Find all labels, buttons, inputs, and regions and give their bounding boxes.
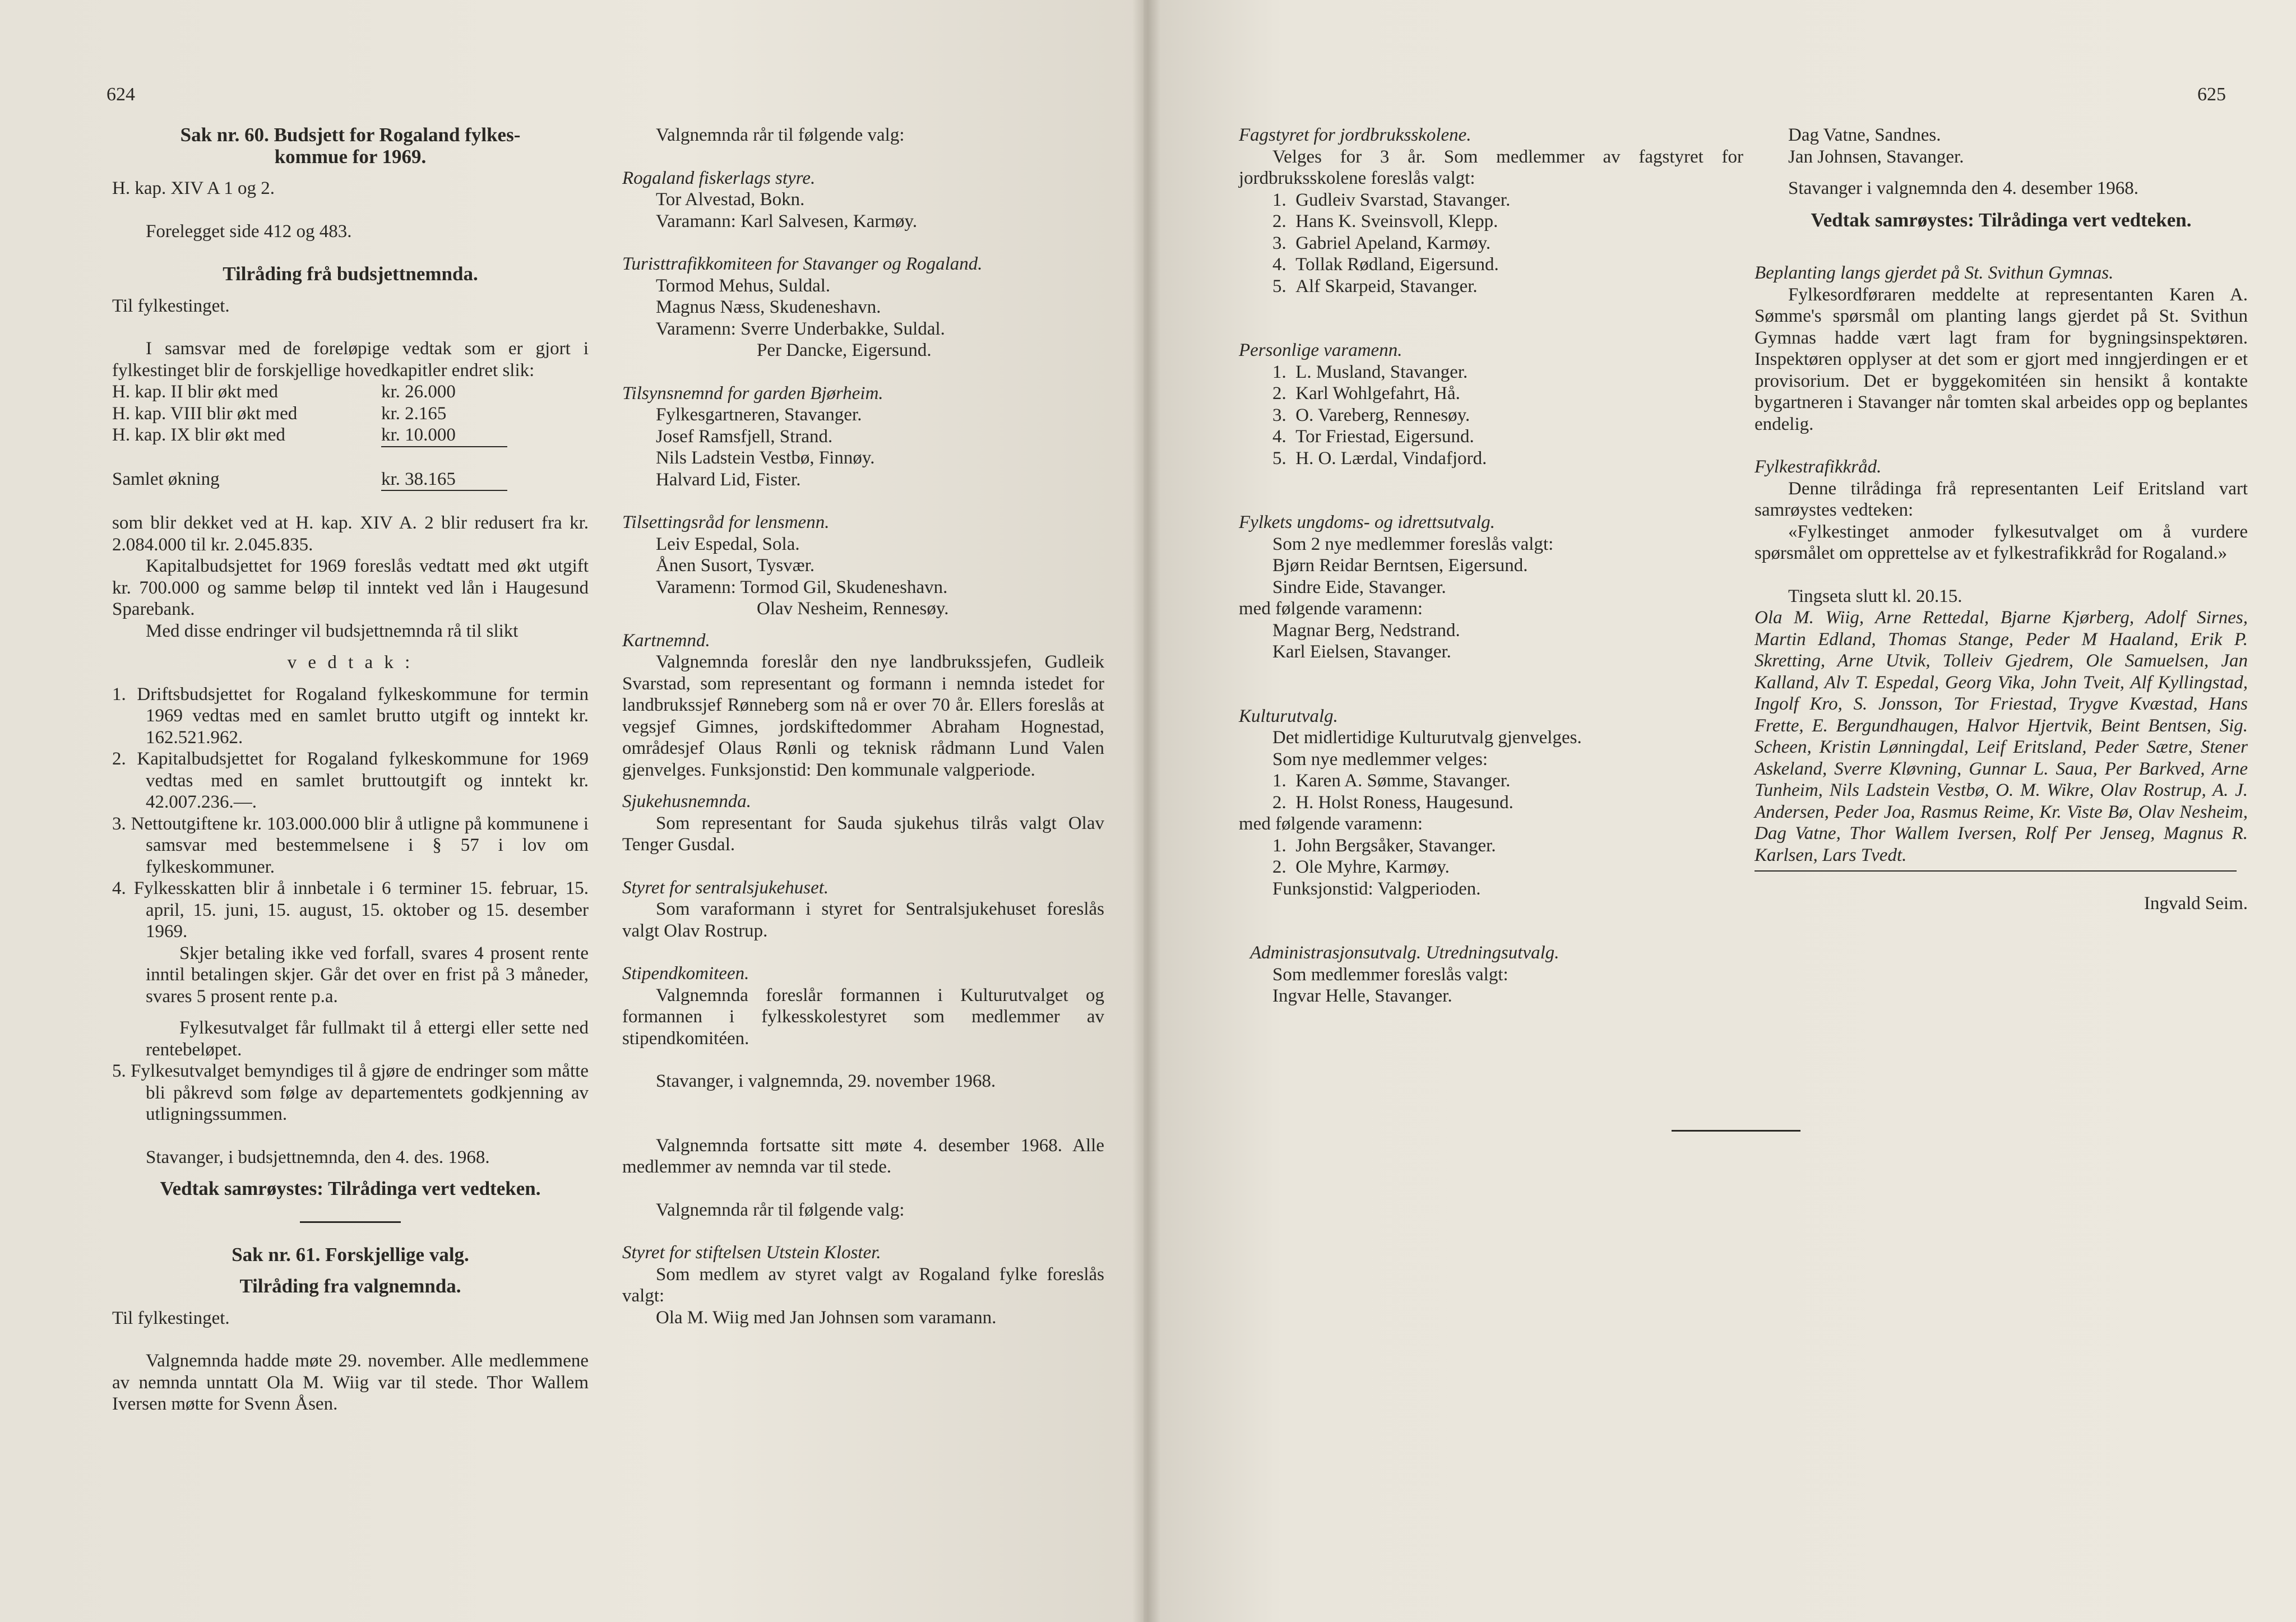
name-line: Halvard Lid, Fister. — [656, 469, 801, 490]
left-page — [0, 0, 1144, 1622]
list-item: 4. Tollak Rødland, Eigersund. — [1272, 254, 1499, 275]
name-line: Fylkesgartneren, Stavanger. — [656, 405, 862, 425]
right-column-1 — [1239, 124, 1743, 1007]
book-gutter — [1132, 0, 1160, 1622]
vedtak-label: v e d t a k : — [287, 652, 414, 673]
paragraph: Valgnemnda rår til følgende valg: — [656, 125, 905, 145]
member-list — [1239, 770, 1743, 813]
name-line: Per Dancke, Eigersund. — [757, 340, 932, 360]
member-list — [1239, 835, 1743, 878]
signoff: Stavanger i valgnemnda den 4. desember 1968. — [1788, 178, 2138, 198]
signature: Ingvald Seim. — [2144, 893, 2248, 914]
list-item: 1. Gudleiv Svarstad, Stavanger. — [1272, 189, 1511, 210]
name-line: Ånen Susort, Tysvær. — [656, 555, 815, 576]
paragraph: Funksjonstid: Valgperioden. — [1272, 878, 1481, 899]
paragraph: Som medlemmer foreslås valgt: — [1272, 964, 1508, 985]
name-line: Leiv Espedal, Sola. — [656, 534, 800, 554]
section-title: Styret for stiftelsen Utstein Kloster. — [622, 1243, 881, 1263]
sak-61-text: Valgnemnda hadde møte 29. november. Alle medlemmene av nemnda unntatt Ola M. Wiig var til stede. Thor Wallem Iversen møtte for Svenn Åsen. — [112, 1351, 589, 1414]
attendee-names: Ola M. Wiig, Arne Rettedal, Bjarne Kjørberg, Adolf Sirnes, Martin Edland, Thomas Stange, Peder M Haaland, Erik P. Skretting, Arne Utvik, Tolleiv Gjedrem, Ole Samuelsen, Jan Kalland, Alv T. Espedal, Georg Vika, John Tveit, Alf Kyllingstad, Ingolf Kro, S. Jonsson, Tor Friestad, Trygve Kvæstad, Hans Frette, E. Bergundhaugen, Halvor Hjertvik, Beint Bentsen, Sig. Scheen, Kristin Lønningdal, Leif Eritsland, Peder Sætre, Stener Askeland, Sverre Kløvning, Gunnar L. Saua, Per Barkved, Arne Tunheim, Nils Ladstein Vestbø, O. M. Wikre, Olav Rostrup, A. J. Andersen, Peder Joa, Rasmus Reime, Kr. Viste Bø, Olav Nesheim, Dag Vatne, Thor Wallem Iversen, Rolf Per Jenseg, Magnus R. Karlsen, Lars Tvedt. — [1755, 608, 2248, 865]
paragraph: med følgende varamenn: — [1239, 599, 1423, 619]
name-line: Varamenn: Tormod Gil, Skudeneshavn. — [656, 577, 948, 597]
name-line: Magnar Berg, Nedstrand. — [1272, 620, 1460, 641]
paragraph: med følgende varamenn: — [1239, 814, 1423, 834]
name-line: Jan Johnsen, Stavanger. — [1788, 146, 1964, 167]
section-title: Sjukehusnemnda. — [622, 791, 752, 812]
name-line: Dag Vatne, Sandnes. — [1788, 125, 1941, 145]
section-title: Styret for sentralsjukehuset. — [622, 877, 829, 898]
paragraph: Det midlertidige Kulturutvalg gjenvelges. — [1272, 727, 1582, 748]
vedtak-samroystes: Vedtak samrøystes: Tilrådinga vert vedteken. — [160, 1178, 541, 1199]
paragraph: Valgnemnda fortsatte sitt møte 4. desember 1968. Alle medlemmer av nemnda var til stede. — [622, 1135, 1104, 1177]
list-item: 2. H. Holst Roness, Haugesund. — [1272, 792, 1513, 813]
list-item: 3. Gabriel Apeland, Karmøy. — [1272, 233, 1491, 253]
section-title: Kulturutvalg. — [1239, 706, 1338, 726]
section-title: Fagstyret for jordbruksskolene. — [1239, 125, 1471, 145]
paragraph: Valgnemnda rår til følgende valg: — [656, 1199, 905, 1220]
vedtak-item: 2. Kapitalbudsjettet for Rogaland fylkeskommune for 1969 vedtas med en samlet bruttoutgift og inntekt kr. 42.007.236.—. — [112, 749, 589, 812]
list-item: 2. Ole Myhre, Karmøy. — [1272, 857, 1450, 877]
til-fylkestinget: Til fylkestinget. — [112, 295, 230, 316]
list-item: 5. Alf Skarpeid, Stavanger. — [1272, 276, 1478, 296]
name-line: Bjørn Reidar Berntsen, Eigersund. — [1272, 555, 1528, 576]
name-line: Tor Alvestad, Bokn. — [656, 189, 805, 210]
paragraph: Som medlem av styret valgt av Rogaland fylke foreslås valgt: — [622, 1264, 1104, 1306]
section-title: Tilsynsnemnd for garden Bjørheim. — [622, 383, 883, 404]
budget-p3: Med disse endringer vil budsjettnemnda rå til slikt — [146, 620, 519, 641]
section-title: Stipendkomiteen. — [622, 963, 749, 984]
left-column-1 — [112, 124, 589, 1415]
member-list — [1239, 189, 1743, 298]
name-line: Karl Eielsen, Stavanger. — [1272, 642, 1451, 662]
end-divider — [1672, 1130, 1800, 1132]
name-line: Tormod Mehus, Suldal. — [656, 275, 831, 296]
sak-61-subheading: Tilråding fra valgnemnda. — [239, 1275, 461, 1297]
section-title: Rogaland fiskerlags styre. — [622, 168, 816, 188]
budget-signoff: Stavanger, i budsjettnemnda, den 4. des. 1968. — [146, 1147, 490, 1167]
sak-61-heading: Sak nr. 61. Forskjellige valg. — [232, 1243, 469, 1266]
amount-total: Samlet økning kr. 38.165 — [112, 469, 589, 492]
paragraph: Denne tilrådinga frå representanten Leif Eritsland vart samrøystes vedteken: — [1755, 478, 2248, 520]
budget-p1: som blir dekket ved at H. kap. XIV A. 2 blir redusert fra kr. 2.084.000 til kr. 2.045.835. — [112, 513, 589, 555]
til-fylkestinget: Til fylkestinget. — [112, 1308, 230, 1328]
sak-60-heading: Sak nr. 60. Budsjett for Rogaland fylkes- kommue for 1969. — [180, 124, 521, 168]
section-title: Turisttrafikkomiteen for Stavanger og Rogaland. — [622, 254, 983, 274]
forelegget: Forelegget side 412 og 483. — [146, 221, 352, 242]
page-number-right: 625 — [2197, 84, 2226, 105]
name-line: Ingvar Helle, Stavanger. — [1272, 986, 1452, 1006]
section-title: Beplanting langs gjerdet på St. Svithun Gymnas. — [1755, 263, 2114, 283]
name-line: Varamenn: Sverre Underbakke, Suldal. — [656, 318, 945, 339]
amount-row: H. kap. VIII blir økt med kr. 2.165 — [112, 403, 447, 424]
section-title: Kartnemnd. — [622, 630, 710, 651]
list-item: 3. O. Vareberg, Rennesøy. — [1272, 405, 1470, 425]
paragraph: Fylkesordføraren meddelte at representanten Karen A. Sømme's spørsmål om planting langs gjerdet på St. Svithun Gymnas hadde vært lagt fram for bygningsinspektøren. Inspektøren opplyser at det som er gjort med inngjerdingen er et provisorium. Det er byggekomitéen sin hensikt å kontakte bygartneren i Stavanger når tomten skal arbeides opp og beplantes endelig. — [1755, 284, 2248, 434]
paragraph: Som varaformann i styret for Sentralsjukehuset foreslås valgt Olav Rostrup. — [622, 899, 1104, 941]
section-title: Administrasjonsutvalg. Utredningsutvalg. — [1250, 943, 1559, 963]
section-title: Tilsettingsråd for lensmenn. — [622, 512, 830, 532]
name-line: Varamann: Karl Salvesen, Karmøy. — [656, 211, 918, 231]
paragraph: Velges for 3 år. Som medlemmer av fagstyret for jordbruksskolene foreslås valgt: — [1239, 146, 1743, 188]
list-item: 1. John Bergsåker, Stavanger. — [1272, 835, 1496, 856]
budget-committee-heading: Tilråding frå budsjettnemnda. — [223, 263, 478, 285]
paragraph: Som representant for Sauda sjukehus tilrås valgt Olav Tenger Gusdal. — [622, 813, 1104, 855]
name-line: Olav Nesheim, Rennesøy. — [757, 599, 949, 619]
member-list — [1239, 362, 1743, 470]
section-title: Personlige varamenn. — [1239, 340, 1402, 360]
page-number-left: 624 — [107, 84, 135, 105]
paragraph: «Fylkestinget anmoder fylkesutvalget om å vurdere spørsmålet om opprettelse av et fylkestrafikkråd for Rogaland.» — [1755, 521, 2248, 563]
vedtak-item: 3. Nettoutgiftene kr. 103.000.000 blir å utligne på kommunene i samsvar med bestemmelsene i § 57 i lov om fylkeskommuner. — [112, 813, 589, 877]
signoff: Stavanger, i valgnemnda, 29. november 1968. — [656, 1071, 996, 1091]
vedtak-item: 4. Fylkesskatten blir å innbetale i 6 terminer 15. februar, 15. april, 15. juni, 15. august, 15. oktober og 15. desember 1969. — [112, 878, 589, 942]
list-item: 2. Karl Wohlgefahrt, Hå. — [1272, 383, 1460, 404]
session-closed: Tingseta slutt kl. 20.15. — [1788, 586, 1962, 606]
budget-p2: Kapitalbudsjettet for 1969 foreslås vedtatt med økt utgift kr. 700.000 og samme beløp til inntekt ved lån i Haugesund Sparebank. — [112, 556, 589, 619]
list-item: 1. Karen A. Sømme, Stavanger. — [1272, 771, 1511, 791]
amount-row: H. kap. IX blir økt med kr. 10.000 — [112, 424, 589, 447]
vedtak-item: 5. Fylkesutvalget bemyndiges til å gjøre de endringer som måtte bli påkrevd som følge av departementets godkjenning av utligningssummen. — [112, 1061, 589, 1124]
vedtak-item-4-extra: Skjer betaling ikke ved forfall, svares 4 prosent rente inntil betalingen skjer. Går det over en frist på 3 måneder, svares 5 prosent rente p.a. — [146, 943, 589, 1007]
paragraph: Som 2 nye medlemmer foreslås valgt: — [1272, 534, 1554, 554]
name-line: Ola M. Wiig med Jan Johnsen som varamann. — [656, 1307, 997, 1328]
list-item: 5. H. O. Lærdal, Vindafjord. — [1272, 448, 1487, 469]
paragraph: Som nye medlemmer velges: — [1272, 749, 1488, 770]
left-column-2 — [622, 124, 1104, 1328]
section-title: Fylkestrafikkråd. — [1755, 457, 1882, 477]
right-column-2 — [1755, 124, 2248, 915]
vedtak-item: 1. Driftsbudsjettet for Rogaland fylkeskommune for termin 1969 vedtas med en samlet brutto utgift og inntekt kr. 162.521.962. — [112, 684, 589, 748]
list-item: 4. Tor Friestad, Eigersund. — [1272, 427, 1474, 447]
list-item: 1. L. Musland, Stavanger. — [1272, 362, 1468, 382]
name-line: Josef Ramsfjell, Strand. — [656, 426, 833, 447]
vedtak-samroystes: Vedtak samrøystes: Tilrådinga vert vedteken. — [1811, 208, 2192, 231]
name-line: Magnus Næss, Skudeneshavn. — [656, 297, 881, 317]
paragraph: Valgnemnda foreslår den nye landbrukssjefen, Gudleik Svarstad, som representant og formann i nemnda istedet for landbrukssjef Rønneberg som nå er over 70 år. Ellers foreslås at vegsjef Gimnes, jordskiftedommer Abraham Hognestad, områdesjef Olaus Rønli og teknisk rådmann Lund Valen gjenvelges. Funksjonstid: Den kommunale valgperiode. — [622, 652, 1104, 780]
right-page — [1144, 0, 2296, 1622]
name-line: Nils Ladstein Vestbø, Finnøy. — [656, 448, 875, 468]
amount-row: H. kap. II blir økt med kr. 26.000 — [112, 382, 456, 402]
section-title: Fylkets ungdoms- og idrettsutvalg. — [1239, 512, 1496, 532]
sak-60-ref: H. kap. XIV A 1 og 2. — [112, 178, 275, 198]
list-item: 2. Hans K. Sveinsvoll, Klepp. — [1272, 211, 1498, 231]
paragraph: Valgnemnda foreslår formannen i Kulturutvalget og formannen i fylkesskolestyret som medlemmer av stipendkomitéen. — [622, 985, 1104, 1049]
name-line: Sindre Eide, Stavanger. — [1272, 577, 1446, 597]
budget-intro: I samsvar med de foreløpige vedtak som er gjort i fylkestinget blir de forskjellige hovedkapitler endret slik: — [112, 339, 589, 381]
vedtak-item-4-extra: Fylkesutvalget får fullmakt til å ettergi eller sette ned rentebeløpet. — [146, 1018, 589, 1060]
